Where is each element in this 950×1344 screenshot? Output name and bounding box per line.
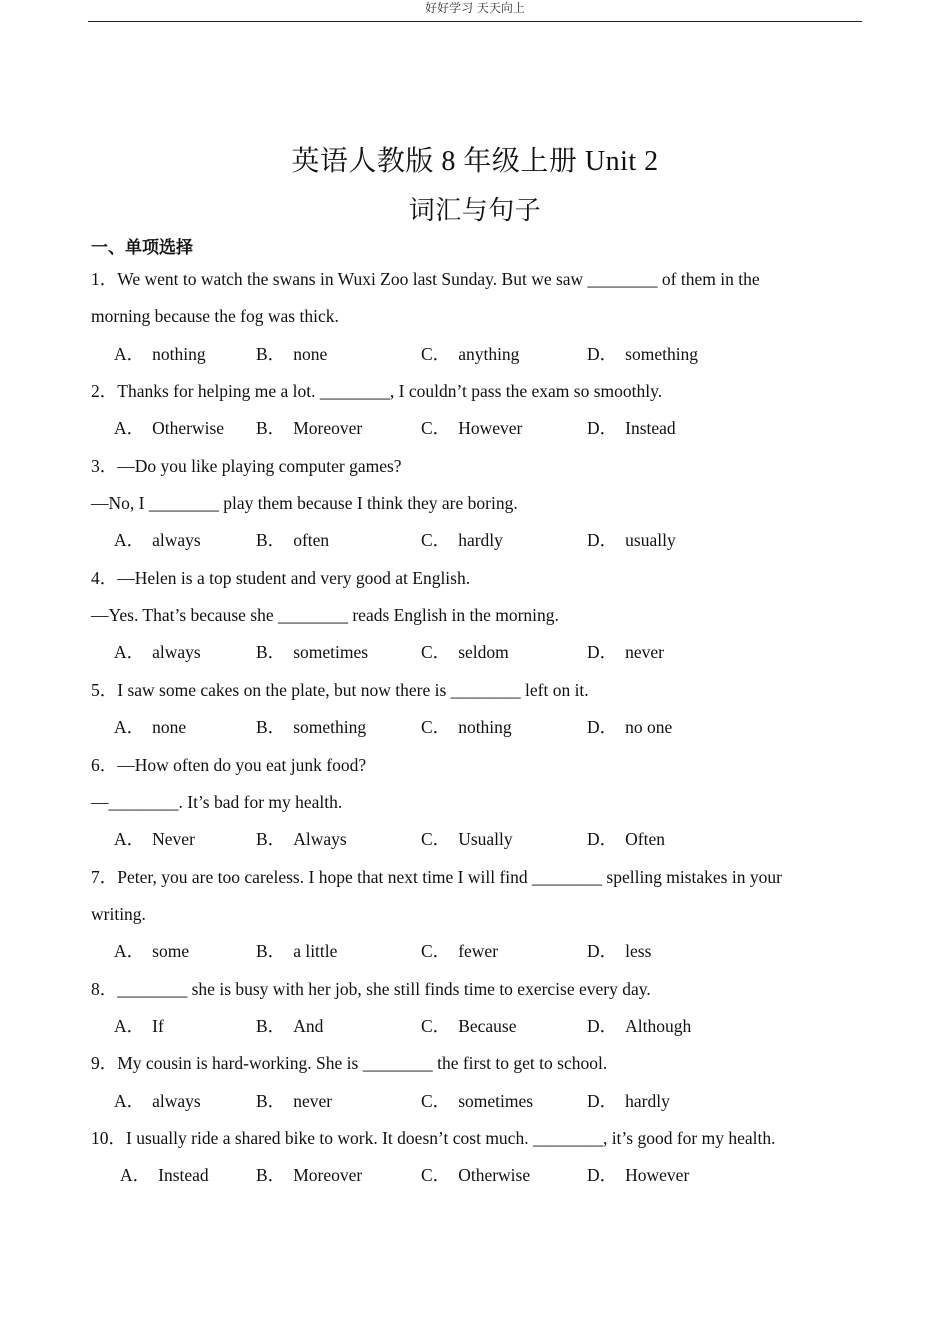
option-letter: C． xyxy=(421,1016,451,1036)
option-letter: D． xyxy=(587,530,618,550)
question-4-option-d[interactable] xyxy=(587,639,664,665)
question-2-option-c[interactable] xyxy=(421,415,522,441)
question-4-option-a[interactable] xyxy=(114,639,201,665)
question-4-line-1: 4．—Helen is a top student and very good at English. xyxy=(91,568,471,588)
question-5-line-1: 5．I saw some cakes on the plate, but now there is ________ left on it. xyxy=(91,680,589,700)
section-heading: 一、单项选择 xyxy=(91,238,193,258)
option-text: If xyxy=(152,1016,164,1036)
question-6-option-d[interactable] xyxy=(587,826,665,852)
question-4-option-c[interactable] xyxy=(421,639,509,665)
question-8-option-b[interactable] xyxy=(256,1013,323,1039)
option-text: Instead xyxy=(625,418,676,438)
option-text: less xyxy=(625,941,652,961)
option-text: hardly xyxy=(458,530,503,550)
question-5-option-c[interactable] xyxy=(421,714,512,740)
question-1-line-1: 1．We went to watch the swans in Wuxi Zoo last Sunday. But we saw ________ of them in the xyxy=(91,269,760,289)
option-text: However xyxy=(458,418,523,438)
option-text: And xyxy=(293,1016,324,1036)
question-8-option-c[interactable] xyxy=(421,1013,517,1039)
question-4-option-b[interactable] xyxy=(256,639,368,665)
question-10-option-b[interactable] xyxy=(256,1162,362,1188)
question-6-line-2: —________. It’s bad for my health. xyxy=(91,792,343,812)
option-text: Usually xyxy=(458,829,513,849)
question-2-option-b[interactable] xyxy=(256,415,362,441)
question-6-option-c[interactable] xyxy=(421,826,513,852)
option-text: always xyxy=(152,530,201,550)
option-letter: D． xyxy=(587,642,618,662)
option-letter: A． xyxy=(114,717,145,737)
option-letter: B． xyxy=(256,642,286,662)
question-7-option-a[interactable] xyxy=(114,938,189,964)
option-letter: C． xyxy=(421,717,451,737)
question-7-option-d[interactable] xyxy=(587,938,651,964)
option-text: Often xyxy=(625,829,665,849)
option-letter: C． xyxy=(421,344,451,364)
option-text: never xyxy=(293,1091,333,1111)
option-letter: C． xyxy=(421,642,451,662)
option-letter: A． xyxy=(114,344,145,364)
option-letter: D． xyxy=(587,344,618,364)
option-letter: B． xyxy=(256,530,286,550)
option-letter: C． xyxy=(421,530,451,550)
option-text: nothing xyxy=(152,344,206,364)
option-text: anything xyxy=(458,344,520,364)
question-2-line-1: 2．Thanks for helping me a lot. ________, I couldn’t pass the exam so smoothly. xyxy=(91,381,663,401)
option-text: something xyxy=(293,717,367,737)
question-9-option-b[interactable] xyxy=(256,1088,332,1114)
option-letter: B． xyxy=(256,829,286,849)
question-7-line-1: 7．Peter, you are too careless. I hope that next time I will find ________ spelling mistakes in your xyxy=(91,867,782,887)
question-3-option-b[interactable] xyxy=(256,527,329,553)
option-text: seldom xyxy=(458,642,509,662)
option-letter: D． xyxy=(587,941,618,961)
question-6-option-b[interactable] xyxy=(256,826,347,852)
question-2-option-a[interactable] xyxy=(114,415,224,441)
option-letter: A． xyxy=(114,941,145,961)
option-letter: A． xyxy=(114,829,145,849)
question-1-option-b[interactable] xyxy=(256,341,327,367)
option-letter: A． xyxy=(114,642,145,662)
option-text: some xyxy=(152,941,190,961)
option-text: a little xyxy=(293,941,338,961)
question-1-line-2: morning because the fog was thick. xyxy=(91,306,339,326)
option-letter: D． xyxy=(587,418,618,438)
question-2-option-d[interactable] xyxy=(587,415,676,441)
header-motto: 好好学习 天天向上 xyxy=(425,1,525,15)
option-letter: B． xyxy=(256,344,286,364)
question-4-line-2: —Yes. That’s because she ________ reads English in the morning. xyxy=(91,605,559,625)
option-text: Moreover xyxy=(293,418,363,438)
option-text: sometimes xyxy=(458,1091,534,1111)
question-8-line-1: 8．________ she is busy with her job, she still finds time to exercise every day. xyxy=(91,979,651,999)
question-9-option-a[interactable] xyxy=(114,1088,201,1114)
question-6-option-a[interactable] xyxy=(114,826,195,852)
question-10-option-d[interactable] xyxy=(587,1162,689,1188)
option-letter: B． xyxy=(256,1091,286,1111)
option-letter: D． xyxy=(587,1091,618,1111)
question-6-line-1: 6．—How often do you eat junk food? xyxy=(91,755,367,775)
option-text: Instead xyxy=(158,1165,209,1185)
document-subtitle: 词汇与句子 xyxy=(408,196,542,226)
question-10-option-a[interactable] xyxy=(120,1162,209,1188)
option-text: always xyxy=(152,1091,201,1111)
option-letter: C． xyxy=(421,418,451,438)
option-text: Always xyxy=(293,829,347,849)
option-letter: B． xyxy=(256,1016,286,1036)
option-letter: A． xyxy=(114,530,145,550)
question-7-option-b[interactable] xyxy=(256,938,337,964)
question-8-option-d[interactable] xyxy=(587,1013,691,1039)
question-1-option-c[interactable] xyxy=(421,341,519,367)
option-text: none xyxy=(152,717,187,737)
option-text: hardly xyxy=(625,1091,670,1111)
option-letter: C． xyxy=(421,941,451,961)
option-text: Although xyxy=(625,1016,692,1036)
question-9-option-d[interactable] xyxy=(587,1088,670,1114)
question-7-line-2: writing. xyxy=(91,904,146,924)
option-text: something xyxy=(625,344,699,364)
question-1-option-a[interactable] xyxy=(114,341,206,367)
question-3-option-c[interactable] xyxy=(421,527,503,553)
question-8-option-a[interactable] xyxy=(114,1013,164,1039)
option-text: usually xyxy=(625,530,676,550)
document-title: 英语人教版 8 年级上册 Unit 2 xyxy=(291,146,659,177)
option-letter: C． xyxy=(421,829,451,849)
option-letter: B． xyxy=(256,941,286,961)
option-letter: D． xyxy=(587,829,618,849)
option-text: Never xyxy=(152,829,195,849)
option-letter: B． xyxy=(256,1165,286,1185)
option-letter: D． xyxy=(587,717,618,737)
question-1-option-d[interactable] xyxy=(587,341,698,367)
option-text: Otherwise xyxy=(152,418,225,438)
option-letter: B． xyxy=(256,418,286,438)
question-5-option-a[interactable] xyxy=(114,714,186,740)
option-text: fewer xyxy=(458,941,499,961)
question-9-line-1: 9．My cousin is hard-working. She is ________ the first to get to school. xyxy=(91,1053,608,1073)
option-text: Because xyxy=(458,1016,517,1036)
page-header xyxy=(88,0,862,22)
option-letter: A． xyxy=(114,1016,145,1036)
option-text: Moreover xyxy=(293,1165,363,1185)
question-3-option-d[interactable] xyxy=(587,527,676,553)
question-9-option-c[interactable] xyxy=(421,1088,533,1114)
option-text: no one xyxy=(625,717,673,737)
option-text: nothing xyxy=(458,717,512,737)
option-letter: D． xyxy=(587,1016,618,1036)
option-letter: A． xyxy=(120,1165,151,1185)
question-5-option-b[interactable] xyxy=(256,714,366,740)
question-3-option-a[interactable] xyxy=(114,527,201,553)
option-letter: C． xyxy=(421,1091,451,1111)
question-5-option-d[interactable] xyxy=(587,714,672,740)
question-7-option-c[interactable] xyxy=(421,938,498,964)
option-text: none xyxy=(293,344,328,364)
option-letter: A． xyxy=(114,1091,145,1111)
option-letter: D． xyxy=(587,1165,618,1185)
question-10-line-1: 10．I usually ride a shared bike to work. It doesn’t cost much. ________, it’s good for my health. xyxy=(91,1128,776,1148)
option-letter: C． xyxy=(421,1165,451,1185)
question-10-option-c[interactable] xyxy=(421,1162,530,1188)
option-text: However xyxy=(625,1165,690,1185)
option-text: often xyxy=(293,530,330,550)
option-letter: A． xyxy=(114,418,145,438)
option-text: sometimes xyxy=(293,642,369,662)
option-text: always xyxy=(152,642,201,662)
option-text: never xyxy=(625,642,665,662)
option-letter: B． xyxy=(256,717,286,737)
question-3-line-2: —No, I ________ play them because I think they are boring. xyxy=(91,493,518,513)
option-text: Otherwise xyxy=(458,1165,531,1185)
question-3-line-1: 3．—Do you like playing computer games? xyxy=(91,456,402,476)
